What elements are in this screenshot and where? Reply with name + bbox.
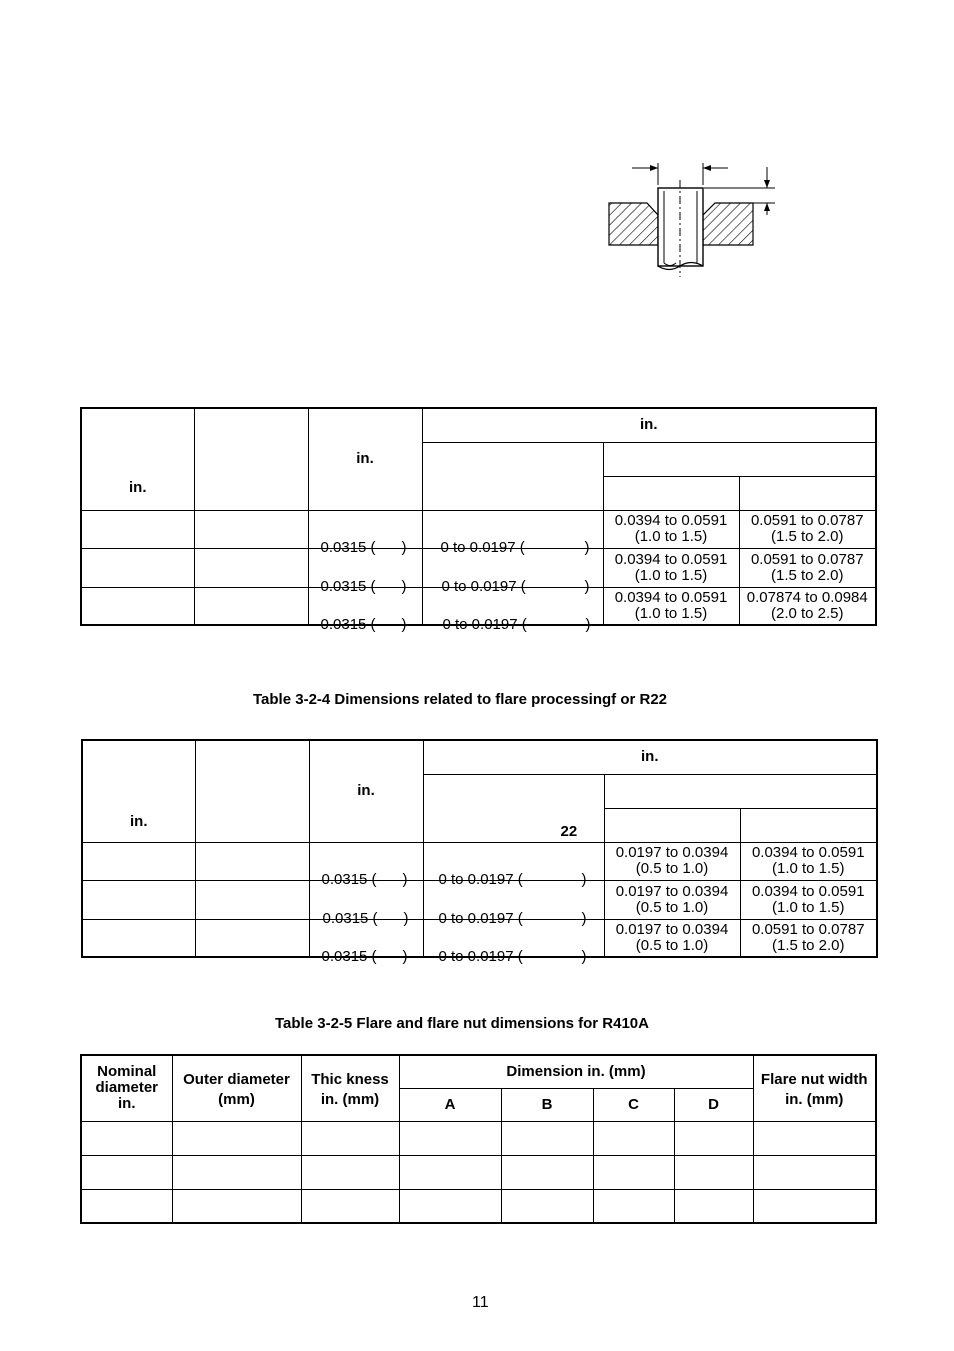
header-nominal-unit: in. [82, 740, 195, 842]
table-row: 0.0315 ( ) 0 to 0.0197 ( ) 0.0197 to 0.0394 (0.5 to 1.0) 0.0394 to 0.0591 (1.0 to 1.5) [82, 880, 877, 919]
flare-tool-diagram [600, 155, 780, 280]
header-outer-diameter [194, 408, 308, 510]
header-clutch-type [603, 476, 739, 510]
header-outer-diameter: Outer diameter (mm) [172, 1055, 301, 1121]
header-flare-tool [422, 442, 603, 510]
header-nominal-diameter: Nominal diameter in. [81, 1055, 172, 1121]
flare-dimensions-table-r22 [81, 739, 878, 965]
header-dim-c: C [593, 1088, 674, 1121]
header-thickness: Thic kness in. (mm) [301, 1055, 399, 1121]
header-outer-diameter [195, 740, 309, 842]
table-row: 0.0315 ( ) 0 to 0.0197 ( ) 0.0394 to 0.0591 (1.0 to 1.5) 0.07874 to 0.0984 (2.0 to 2.5) [81, 587, 876, 625]
table-row: 0.0315 ( ) 0 to 0.0197 ( ) 0.0197 to 0.0394 (0.5 to 1.0) 0.0394 to 0.0591 (1.0 to 1.5) [82, 842, 877, 880]
header-dim-d: D [674, 1088, 753, 1121]
header-conventional-tool [604, 774, 877, 808]
table-row [81, 1189, 876, 1223]
table-row: 0.0315 ( ) 0 to 0.0197 ( ) 0.0197 to 0.0394 (0.5 to 1.0) 0.0591 to 0.0787 (1.5 to 2.0) [82, 919, 877, 957]
header-wing-nut-type [739, 476, 876, 510]
table-row [81, 1155, 876, 1189]
header-dimension-unit: in. [422, 408, 876, 442]
table-row: 0.0315 ( ) 0 to 0.0197 ( ) 0.0394 to 0.0591 (1.0 to 1.5) 0.0591 to 0.0787 (1.5 to 2.0) [81, 510, 876, 548]
page-number: 11 [472, 1294, 489, 1311]
header-dimension-unit: in. [423, 740, 877, 774]
table-row: 0.0315 ( ) 0 to 0.0197 ( ) 0.0394 to 0.0591 (1.0 to 1.5) 0.0591 to 0.0787 (1.5 to 2.0) [81, 548, 876, 587]
header-clutch-type [604, 808, 740, 842]
table-row [81, 1121, 876, 1155]
header-wing-nut-type [740, 808, 877, 842]
header-conventional-tool [603, 442, 876, 476]
flare-nut-dimensions-table [80, 1054, 877, 1224]
table-caption-3-2-5: Table 3-2-5 Flare and flare nut dimensions for R410A [275, 1015, 649, 1032]
flare-dimensions-table-r410a [80, 407, 877, 633]
header-dim-a: A [399, 1088, 501, 1121]
header-flare-tool-r22: 22 [423, 774, 604, 842]
header-thickness-unit: in. [308, 408, 422, 510]
table-caption-3-2-4: Table 3-2-4 Dimensions related to flare processingf or R22 [253, 691, 668, 708]
header-dim-b: B [501, 1088, 593, 1121]
header-nominal-unit: in. [81, 408, 194, 510]
header-thickness-unit: in. [309, 740, 423, 842]
header-flare-nut-width: Flare nut width in. (mm) [753, 1055, 876, 1121]
header-dimension: Dimension in. (mm) [399, 1055, 753, 1088]
